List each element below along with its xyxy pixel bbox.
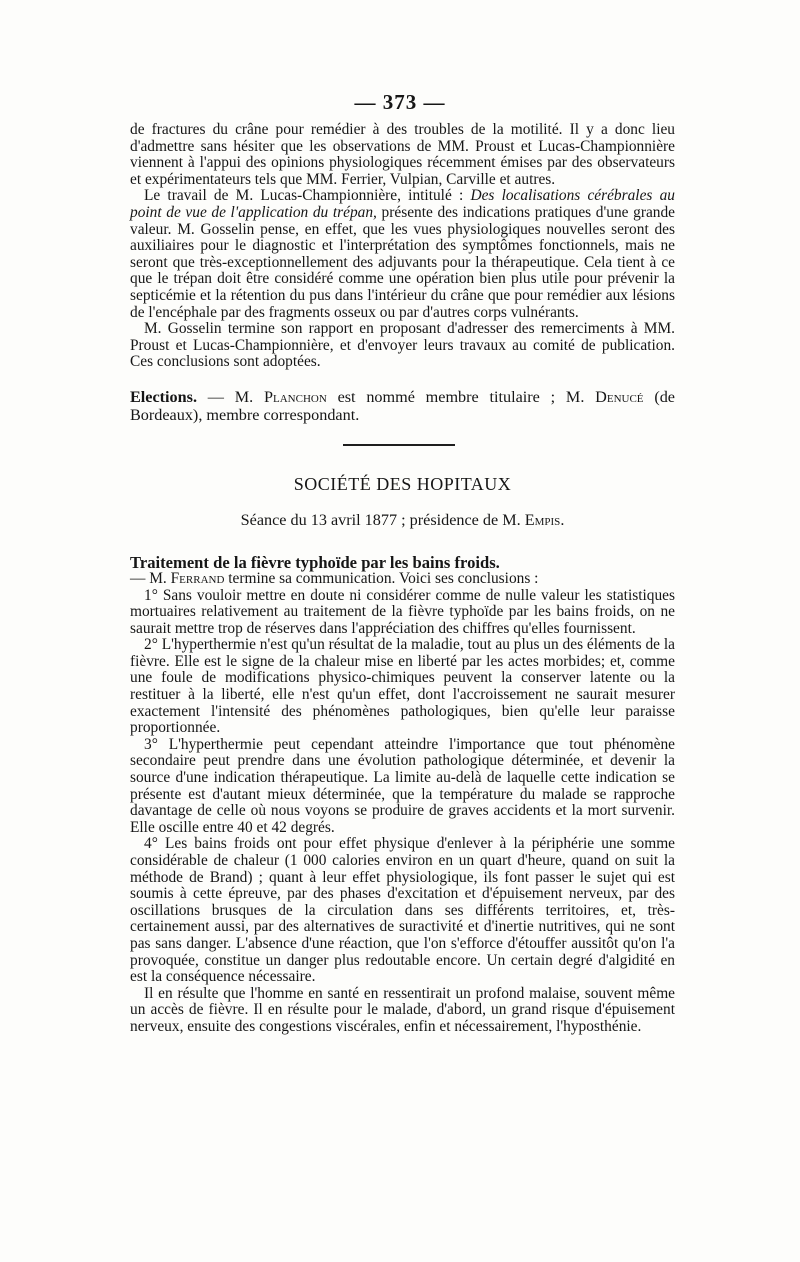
session-text: Séance du 13 avril 1877 ; présidence de M. — [240, 510, 525, 529]
conclusion-4: 4° Les bains froids ont pour effet physique d'enlever à la périphérie une somme considérable de chaleur (1 000 calories environ en un quart d'heure, quand on suit la méthode de Brand) ; quant à leur effet physiologique, ils font passer le sujet qui est soumis à cette épreuve, par des phases d'excitation et d'épuisement nerveux, par des oscillations brusques de la circulation dans ses différents territoires, et, très-certainement aussi, par des alternatives de suractivité et d'inertie nutritives, qui ne sont pas sans danger. L'absence d'une réaction, que l'on s'efforce d'étouffer aussitôt qu'on l'a provoquée, constitue un danger plus redoutable encore. Un certain degré d'algidité en est la conséquence nécessaire. — [130, 835, 675, 986]
conclusion-3: 3° L'hyperthermie peut cependant atteindre l'importance que tout phénomène secondaire peut prendre dans une évolution pathologique déterminée, et devenir la source d'une indication thérapeutique. La limite au-delà de laquelle cette indication se présente est d'autant mieux déterminée, que la température du malade se rapproche davantage de celle où nous voyons se produire de graves accidents et la mort survenir. Elle oscille entre 40 et 42 degrés. — [130, 735, 675, 836]
paragraph-conclusion: M. Gosselin termine son rapport en proposant d'adresser des remerciments à MM. Proust et Lucas-Championnière, et d'envoyer leurs travaux au comité de publication. Ces conclusions sont adoptées. — [130, 320, 675, 371]
session-text: . — [560, 510, 565, 529]
elections-heading: Elections. — [130, 387, 197, 406]
paragraph-lucas-work — [130, 188, 675, 321]
intro-text: — M. — [130, 569, 171, 587]
paragraph-text: présente des indications pratiques d'une grande valeur. M. Gosselin pense, en effet, que les vues physiologiques nouvelles seront des auxiliaires pour le diagnostic et l'interprétation des symptômes fonctionnels, mais ne seront que très-exceptionnellement des adjuvants pour la thérapeutique. Cela tient à ce que le trépan doit être considéré comme une opération bien plus utile pour prévenir la septicémie et la rétention du pus dans l'intérieur du crâne que pour remédier aux lésions de l'encéphale par des fragments osseux ou par d'autres corps vulnérants. — [130, 203, 675, 321]
page-number: — 373 — — [354, 90, 446, 114]
work-title: Des localisations cérébrales au point de vue de l'application du trépan, — [130, 187, 675, 221]
conclusion-5: Il en résulte que l'homme en santé en ressentirait un profond malaise, souvent même un accès de fièvre. Il en résulte pour le malade, d'abord, un grand risque d'épuisement nerveux, ensuite des congestions viscérales, enfin et nécessairement, l'hyposthénie. — [130, 984, 675, 1035]
author-name: Ferrand — [170, 569, 225, 587]
session-line — [130, 511, 675, 529]
text-column — [130, 122, 675, 1036]
conclusion-2: 2° L'hyperthermie n'est qu'un résultat de la maladie, tout au plus un des éléments de la fièvre. Elle est le signe de la chaleur mise en liberté par les actes morbides; et, comme une foule de modifications physico-chimiques peuvent la conserver latente ou la restituer à la liberté, elle n'est qu'un effet, dont l'accroissement ne saurait mesurer exactement l'intensité des phénomènes pathologiques, bien qu'elle leur paraisse proportionnée. — [130, 636, 675, 737]
paragraph-text: Le travail de M. Lucas-Championnière, intitulé : — [144, 187, 471, 205]
elections-text: (de Bordeaux), membre correspondant. — [130, 387, 675, 424]
elections-paragraph — [130, 388, 675, 424]
elections-text: est nommé membre titulaire ; M. — [326, 387, 596, 406]
elections-text: — M. — [197, 387, 264, 406]
section-divider — [343, 444, 455, 446]
intro-text: termine sa communication. Voici ses conclusions : — [224, 569, 539, 587]
conclusion-1: 1° Sans vouloir mettre en doute ni considérer comme de nulle valeur les statistiques mortuaires relativement au traitement de la fièvre typhoïde par les bains froids, on ne saurait mettre trop de réserves dans l'appréciation des chiffres qu'elles fournissent. — [130, 586, 675, 637]
section-title: SOCIÉTÉ DES HOPITAUX — [293, 473, 512, 494]
paragraph-continuation: de fractures du crâne pour remédier à des troubles de la motilité. Il y a donc lieu d'admettre sans hésiter que les observations de MM. Proust et Lucas-Championnière viennent à l'appui des opinions physiologiques récemment émises par des observateurs et expérimentateurs tels que MM. Ferrier, Vulpian, Carville et autres. — [130, 121, 675, 188]
president-name: Empis — [524, 510, 561, 529]
member-name: Denucé — [595, 387, 644, 406]
article-intro — [130, 571, 675, 588]
member-name: Planchon — [264, 387, 327, 406]
article-title: Traitement de la fièvre typhoïde par les bains froids. — [130, 552, 500, 572]
